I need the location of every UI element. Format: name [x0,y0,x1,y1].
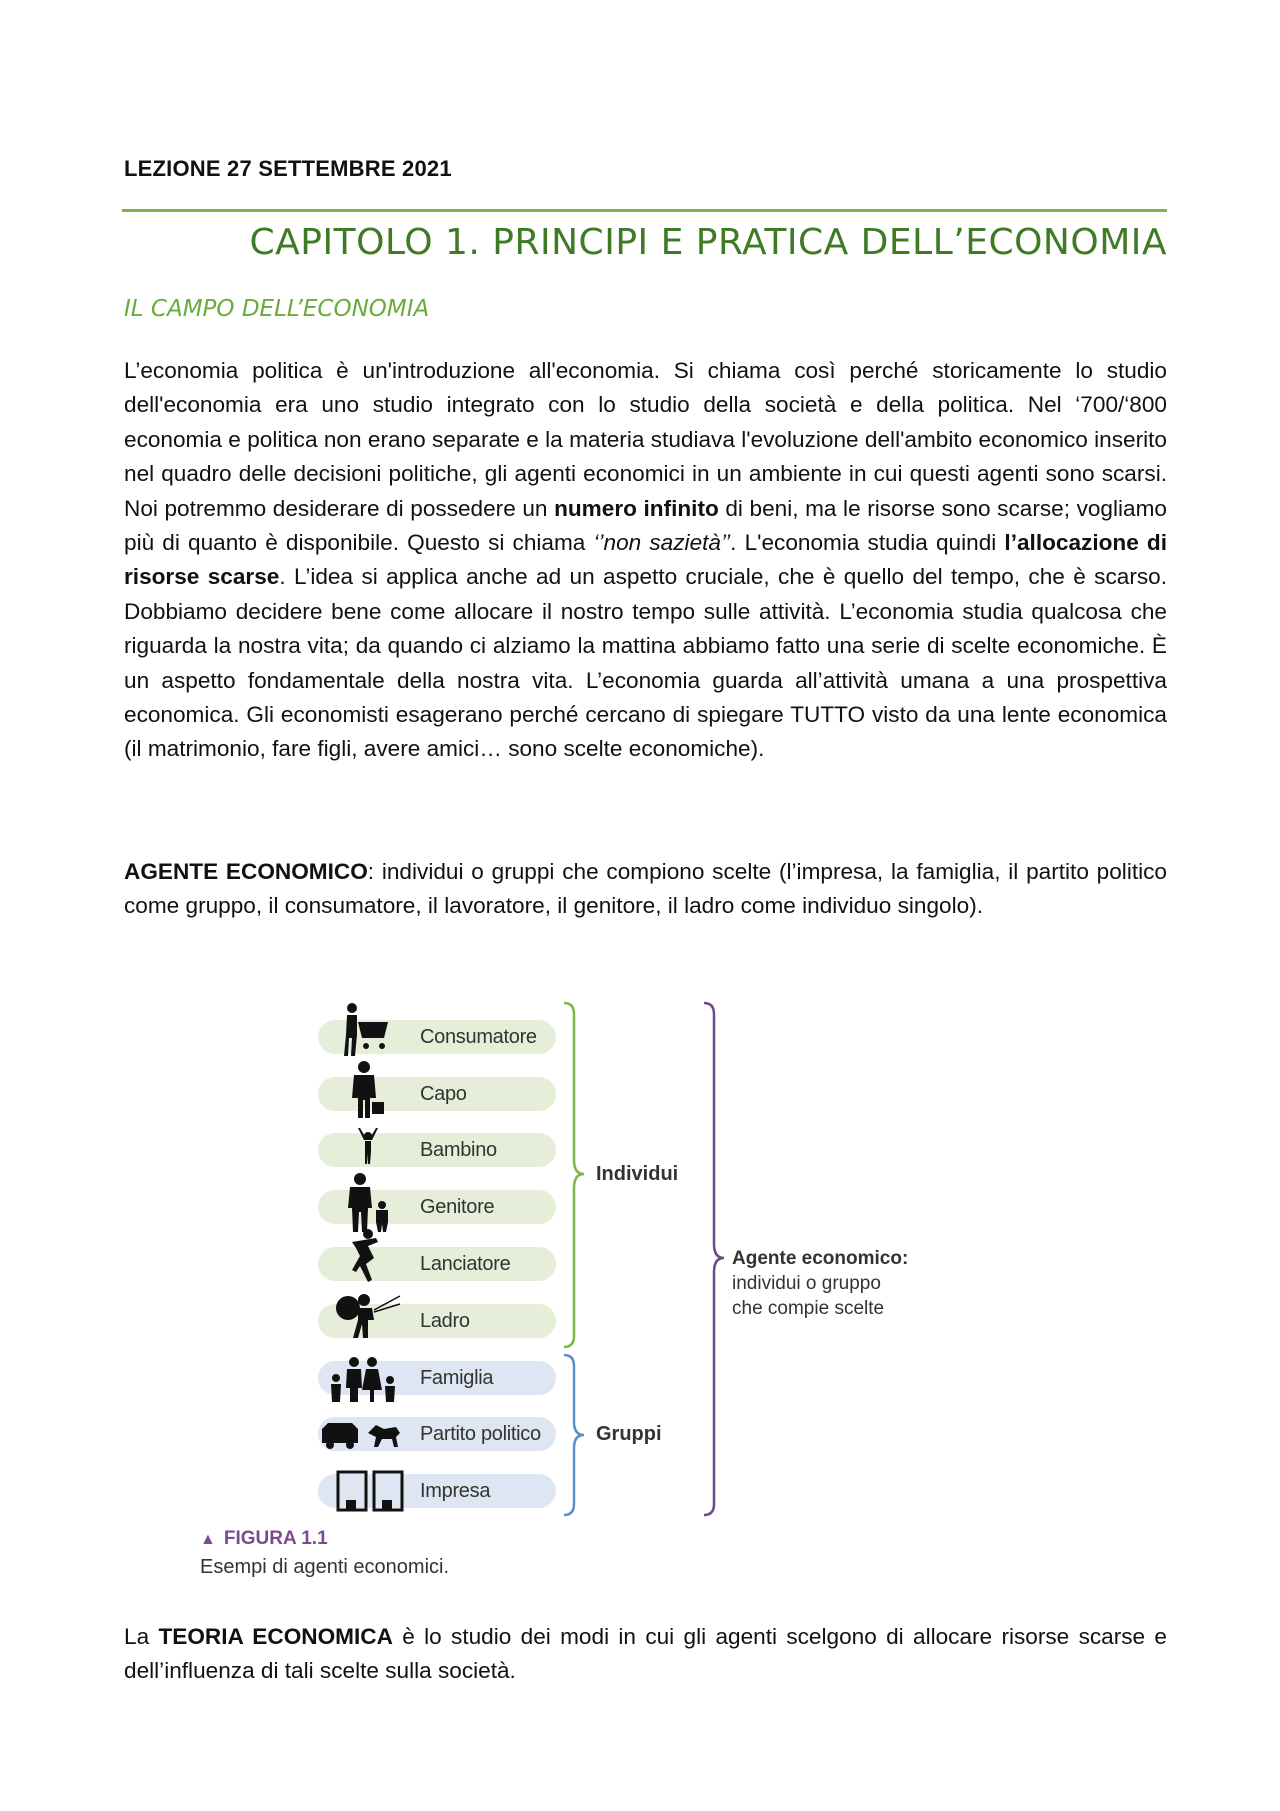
text: è lo studio dei modi in cui gli agenti scelgono di allocare risorse scarse e dell’influenza di tali scelte sulla società. [124,1624,1168,1684]
row-label-lanciatore: Lanciatore [420,1253,511,1275]
thief-icon [334,1290,404,1340]
chapter-title: CAPITOLO 1. PRINCIPI E PRATICA DELL’ECONOMIA [249,222,1167,263]
brace-agente-economico [700,1000,730,1518]
italic-text: ‘’non sazietà’’ [593,530,731,556]
row-label-famiglia: Famiglia [420,1367,494,1389]
figure-caption-text: Esempi di agenti economici. [200,1556,450,1578]
text: L’economia politica è un'introduzione all'economia. Si chiama così perché storicamente lo studio dell'economia era uno studio integrato con lo studio della società e della politica. Nel ‘700/‘800 economia e politica non erano separate e la materia studiava l'evoluzione dell'ambito economico inserito nel quadro delle decisioni politiche, gli agenti economici in un ambiente in cui questi agenti sono scarsi. Noi potremmo desiderare di possedere un [124,358,1167,521]
caption-title-text: FIGURA 1.1 [223,1528,328,1549]
text: La [124,1624,159,1649]
agent-definition [732,1246,908,1321]
row-label-consumatore: Consumatore [420,1026,537,1048]
lesson-date: LEZIONE 27 SETTEMBRE 2021 [124,156,452,181]
row-label-partito-politico: Partito politico [420,1423,541,1445]
text: . L'economia studia quindi [730,530,1005,556]
bold-text: TEORIA ECONOMICA [158,1624,393,1649]
paragraph-teoria-economica [124,1620,1167,1689]
row-label-impresa: Impresa [420,1480,491,1502]
pitcher-icon [346,1228,386,1290]
shopper-icon [338,1000,398,1060]
row-label-bambino: Bambino [420,1139,497,1161]
businessman-icon [348,1060,388,1120]
party-icon [318,1419,408,1451]
agent-line: individui o gruppo [732,1273,881,1294]
label-gruppi: Gruppi [596,1423,662,1445]
agent-line: che compie scelte [732,1298,885,1319]
family-icon [328,1354,408,1404]
bold-text: l’allocazione di risorse scarse [124,530,1167,590]
parent-child-icon [344,1172,394,1234]
row-label-genitore: Genitore [420,1196,495,1218]
bold-text: AGENTE ECONOMICO [124,859,368,884]
row-label-ladro: Ladro [420,1310,470,1332]
brace-individui [560,1000,590,1350]
label-individui: Individui [596,1163,679,1185]
triangle-icon: ▲ [200,1531,216,1548]
figure-caption-title [200,1528,328,1550]
brace-gruppi [560,1352,590,1518]
row-label-capo: Capo [420,1083,467,1105]
section-title: IL CAMPO DELL’ECONOMIA [124,296,430,322]
factory-icon [336,1470,406,1512]
text: . L’idea si applica anche ad un aspetto cruciale, che è quello del tempo, che è scarso. Dobbiamo decidere bene come allocare il nostro tempo sulle attività. L’economia studia qualcosa che riguarda la nostra vita; da quando ci alziamo la mattina abbiamo fatto una serie di scelte economiche. È un aspetto fondamentale della nostra vita. L’economia guarda all’attività umana a una prospettiva economica. Gli economisti esagerano perché cercano di spiegare TUTTO visto da una lente economica (il matrimonio, fare figli, avere amici… sono scelte economiche). [124,564,1167,762]
text: di beni, ma le risorse sono scarse; vogliamo più di quanto è disponibile. Questo si chiama [124,495,1167,556]
text: : individui o gruppi che compiono scelte (l’impresa, la famiglia, il partito politico come gruppo, il consumatore, il lavoratore, il genitore, il ladro come individuo singolo). [124,859,1168,919]
bold-text: numero infinito [554,495,719,521]
agent-title: Agente economico: [732,1248,909,1269]
child-icon [356,1128,380,1168]
